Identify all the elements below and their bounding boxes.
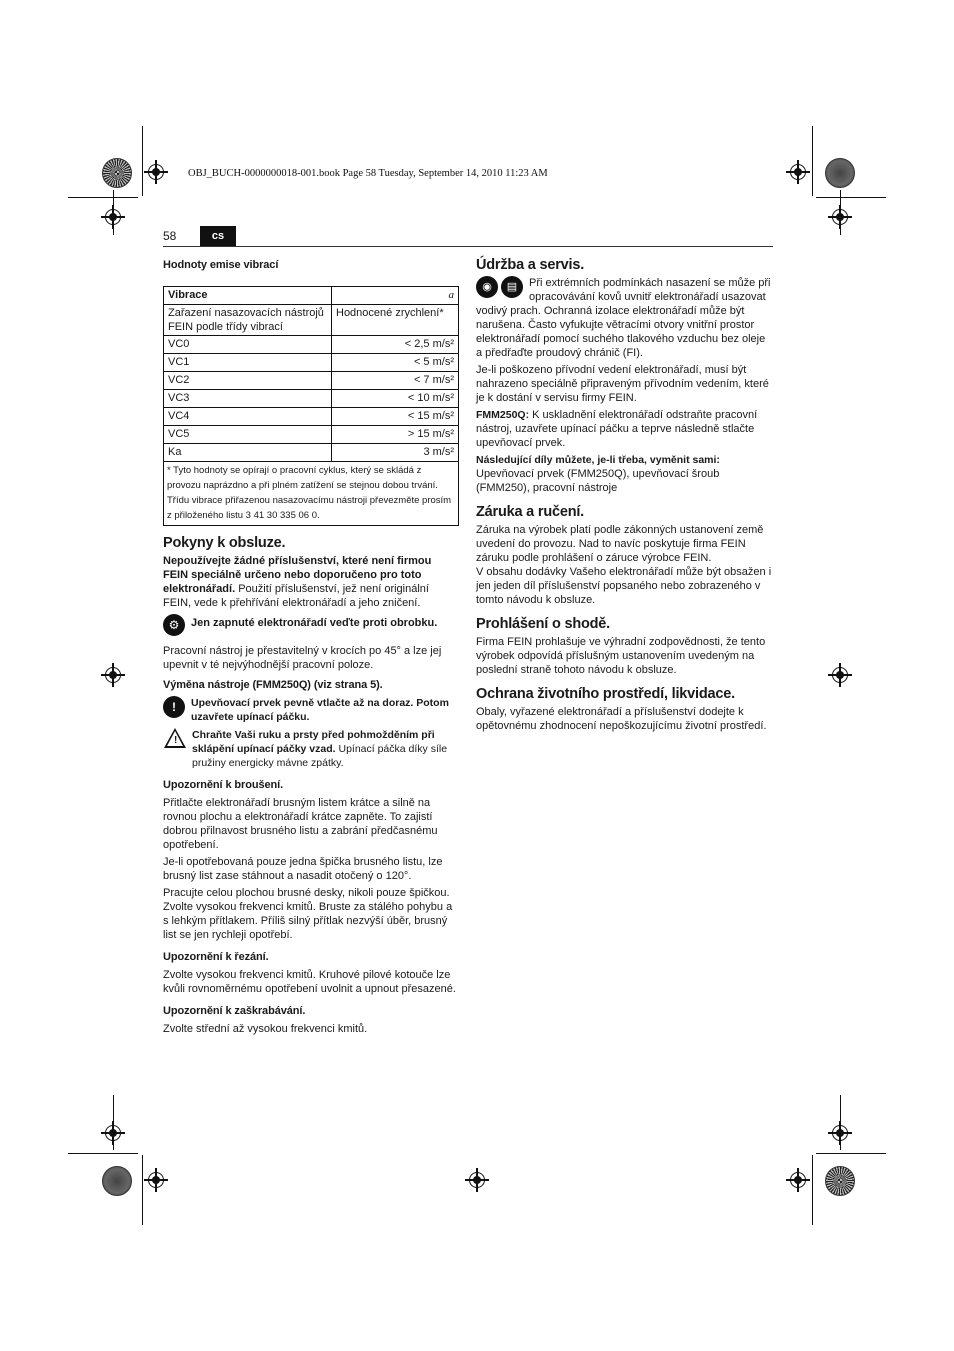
vibration-value: < 15 m/s² (332, 408, 459, 426)
table-row (164, 408, 459, 426)
table-row (164, 336, 459, 354)
vibration-class: VC2 (164, 372, 332, 390)
tool-position-paragraph: Pracovní nástroj je přestavitelný v krocích po 45° a lze jej upevnit v té nejvýhodnější pracovní poloze. (163, 645, 442, 671)
page-number: 58 (163, 229, 177, 243)
registration-crosshair-icon (786, 1168, 810, 1192)
table-subheader-cell: Zařazení nasazovacích nástrojů FEIN podle třídy vibrací (164, 305, 332, 336)
registration-crosshair-icon (101, 205, 125, 229)
conformity-heading: Prohlášení o shodě. (476, 616, 610, 632)
vibration-class: VC5 (164, 426, 332, 444)
registration-crosshair-icon (465, 1168, 489, 1192)
vibration-table (163, 286, 459, 526)
environment-heading: Ochrana životního prostředí, likvidace. (476, 686, 735, 702)
operation-bold-text: Nepoužívejte žádné příslušenství, které není firmou FEIN speciálně určeno nebo doporučeno pro toto elektronářadí. (163, 555, 432, 595)
registration-crosshair-icon (101, 663, 125, 687)
storage-paragraph (476, 408, 772, 450)
maintenance-block (476, 276, 772, 360)
scraping-heading: Upozornění k zaškrabávání. (163, 1005, 306, 1017)
table-header-cell: a (332, 287, 459, 305)
table-footnote-row (164, 462, 459, 526)
operation-heading: Pokyny k obsluze. (163, 535, 286, 551)
table-header-row (164, 287, 459, 305)
file-info-header: OBJ_BUCH-0000000018-001.book Page 58 Tuesday, September 14, 2010 11:23 AM (188, 168, 548, 179)
table-row (164, 372, 459, 390)
sanding-paragraph: Přitlačte elektronářadí brusným listem krátce a silně na rovnou plochu a elektronářadí krátce zapněte. To zajistí dobrou přilnavost brusného listu a zabrání předčasnému opotřebení. (163, 797, 438, 851)
registration-rosette-icon (102, 158, 132, 188)
table-footnote: * Tyto hodnoty se opírají o pracovní cyklus, který se skládá z provozu naprázdno a při plném zatížení se stejnou dobou trvání. Třídu vibrace přiřazenou nasazovacímu nástroji převezměte prosím z přiloženého listu 3 41 30 335 06 0. (164, 462, 459, 526)
cutting-paragraph: Zvolte vysokou frekvenci kmitů. Kruhové pilové kotouče lze kvůli rovnoměrnému opotřebení uvolnit a upnout přesazené. (163, 969, 456, 995)
safety-icons (476, 276, 523, 298)
sanding-heading: Upozornění k broušení. (163, 779, 284, 791)
storage-text: K uskladnění elektronářadí odstraňte pracovní nástroj, uzavřete upínací páčku a teprve následně stlačte upevňovací prvek. (476, 409, 758, 449)
warranty-heading: Záruka a ručení. (476, 504, 585, 520)
replaceable-parts-text: Upevňovací prvek (FMM250Q), upevňovací šroub (FMM250), pracovní nástroje (476, 468, 720, 494)
sanding-paragraph: Je-li opotřebovaná pouze jedna špička brusného listu, lze brusný list zase stáhnout a nasadit otočený o 120°. (163, 856, 443, 882)
cutting-heading: Upozornění k řezání. (163, 951, 269, 963)
registration-rosette-icon (102, 1166, 132, 1196)
table-row (164, 390, 459, 408)
table-row (164, 426, 459, 444)
sanding-paragraph: Pracujte celou plochou brusné desky, nikoli pouze špičkou. Zvolte vysokou frekvenci kmitů. Bruste za stálého pohybu a s lehkým přítlakem. Příliš silný přítlak nezvýší úběr, brusný list se jen rychleji opotřebí. (163, 887, 453, 941)
vibration-value: 3 m/s² (332, 444, 459, 462)
maintenance-paragraph: Je-li poškozeno přívodní vedení elektronářadí, musí být nahrazeno speciálně připraveným přívodním vedením, které je k dostání v servisu firmy FEIN. (476, 364, 769, 404)
table-row (164, 444, 459, 462)
hand-warning-bold: Chraňte Vaši ruku a prsty před pohmožděním při sklápění upínací páčky vzad. (192, 729, 435, 755)
registration-crosshair-icon (828, 663, 852, 687)
vibration-value: < 7 m/s² (332, 372, 459, 390)
table-subheader-cell: Hodnocené zrychlení* (332, 305, 459, 336)
maintenance-heading: Údržba a servis. (476, 257, 585, 273)
right-column (476, 258, 772, 736)
registration-rosette-icon (825, 1166, 855, 1196)
registration-crosshair-icon (144, 160, 168, 184)
hand-warning-paragraph (192, 728, 459, 770)
vibration-value: < 5 m/s² (332, 354, 459, 372)
clamp-instruction-text: Upevňovací prvek pevně vtlačte až na doraz. Potom uzavřete upínací páčku. (191, 697, 449, 723)
warning-triangle-icon: ! (163, 728, 188, 752)
vibration-class: Ka (164, 444, 332, 462)
header-rule (163, 246, 773, 247)
table-row (164, 354, 459, 372)
switched-on-note-text: Jen zapnuté elektronářadí veďte proti obrobku. (191, 617, 438, 629)
warranty-paragraph: V obsahu dodávky Vašeho elektronářadí může být obsažen i jen jeden díl příslušenství popsaného nebo zobrazeného v tomto návodu k obsluze. (476, 566, 772, 606)
storage-label: FMM250Q: (476, 409, 530, 421)
vibration-class: VC4 (164, 408, 332, 426)
registration-rosette-icon (825, 158, 855, 188)
operation-paragraph (163, 554, 459, 610)
eye-protection-icon: ◉ (476, 276, 498, 298)
vibration-heading: Hodnoty emise vibrací (163, 259, 279, 271)
registration-crosshair-icon (828, 205, 852, 229)
vibration-class: VC3 (164, 390, 332, 408)
registration-crosshair-icon (828, 1121, 852, 1145)
power-tool-icon: ⚙ (163, 614, 187, 638)
left-column (163, 258, 459, 1039)
vibration-class: VC1 (164, 354, 332, 372)
switched-on-note (163, 614, 459, 638)
warranty-paragraph: Záruka na výrobek platí podle zákonných ustanovení země uvedení do provozu. Nad to navíc poskytuje firma FEIN záruku podle prohlášení o záruce výrobce FEIN. (476, 524, 764, 564)
table-subheader-row (164, 305, 459, 336)
maintenance-paragraph: Při extrémních podmínkách nasazení se může při opracovávání kovů uvnitř elektronářadí usazovat vodivý prach. Ochranná izolace elektronářadí může být narušena. Často vyfukujte větracími otvory vnitřní prostor elektronářadí pomocí suchého tlakového vzduchu bez oleje a předřaďte proudový chránič (FI). (476, 277, 771, 359)
scraping-paragraph: Zvolte střední až vysokou frekvenci kmitů. (163, 1023, 368, 1035)
vibration-value: > 15 m/s² (332, 426, 459, 444)
registration-crosshair-icon (101, 1121, 125, 1145)
hand-warning-text: Upínací páčka díky síle pružiny energicky mávne zpátky. (192, 743, 448, 769)
replaceable-parts-heading: Následující díly můžete, je-li třeba, vyměnit sami: (476, 454, 720, 466)
compressed-air-icon: ▤ (501, 276, 523, 298)
hand-warning (163, 728, 459, 770)
clamp-instruction (163, 696, 459, 724)
vibration-value: < 2,5 m/s² (332, 336, 459, 354)
table-header-cell: Vibrace (164, 287, 332, 305)
registration-crosshair-icon (144, 1168, 168, 1192)
registration-crosshair-icon (786, 160, 810, 184)
vibration-class: VC0 (164, 336, 332, 354)
environment-paragraph: Obaly, vyřazené elektronářadí a příslušenství dodejte k opětovnému zhodnocení nepoškozujícímu životní prostředí. (476, 706, 767, 732)
tool-change-heading: Výměna nástroje (FMM250Q) (viz strana 5). (163, 679, 383, 691)
vibration-value: < 10 m/s² (332, 390, 459, 408)
operation-text: Použití příslušenství, jež není originální FEIN, vede k přehřívání elektronářadí a jeho zničení. (163, 583, 429, 609)
conformity-paragraph: Firma FEIN prohlašuje ve výhradní zodpovědnosti, že tento výrobek odpovídá příslušným ustanovením uvedeným na poslední straně tohoto návodu k obsluze. (476, 636, 766, 676)
language-badge: cs (200, 226, 236, 246)
mandatory-action-icon: ! (163, 696, 187, 720)
